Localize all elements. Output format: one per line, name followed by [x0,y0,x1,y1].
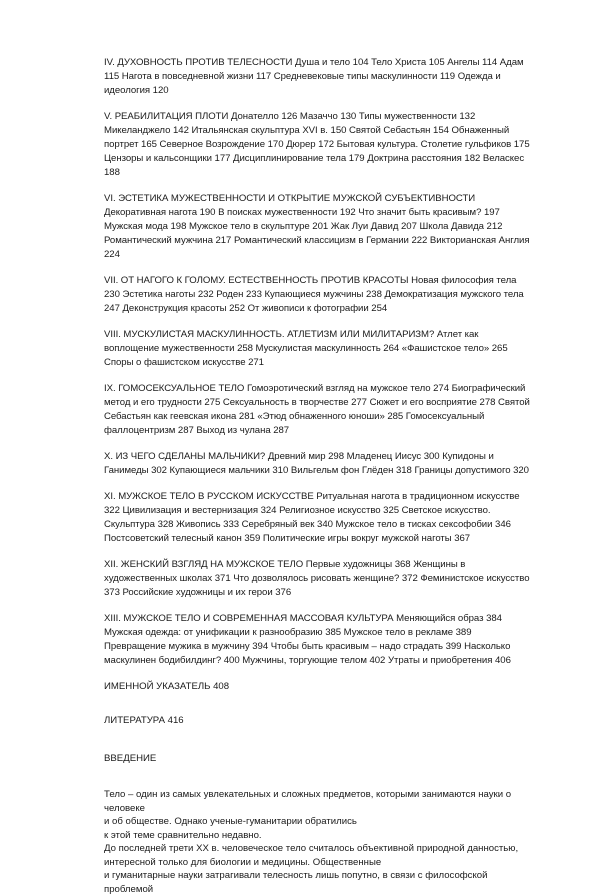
toc-chapter [104,612,530,668]
chapter-heading: XII. ЖЕНСКИЙ ВЗГЛЯД НА МУЖСКОЕ ТЕЛО [104,559,304,570]
chapter-sections: Первые художницы 368 Женщины в художественных школах 371 Что дозволялось рисовать женщине? 372 Феминистское искусство 373 Российские художницы и их герои 376 [104,559,530,598]
intro-line: и гуманитарные науки затрагивали телесность лишь попутно, в связи с философской проблемой [104,870,488,895]
chapter-sections: Декоративная нагота 190 В поисках мужественности 192 Что значит быть красивым? 197 Мужская мода 198 Мужское тело в скульптуре 201 Жак Луи Давид 207 Школа Давида 212 Романтический мужчина 217 Романтический классицизм в Германии 222 Викторианская Англия 224 [104,207,530,260]
chapter-sections: Душа и тело 104 Тело Христа 105 Ангелы 114 Адам 115 Нагота в повседневной жизни 117 Средневековые типы маскулинности 119 Одежда и идеология 120 [104,57,524,96]
chapter-sections: Меняющийся образ 384 Мужская одежда: от унификации к разнообразию 385 Мужское тело в рекламе 389 Превращение мужика в мужчину 394 Чтобы быть красивым – надо страдать 399 Насколько маскулинен бодибилдинг? 400 Мужчины, торгующие телом 402 Утраты и приобретения 406 [104,613,511,666]
toc-chapter [104,490,530,546]
chapter-heading: XI. МУЖСКОЕ ТЕЛО В РУССКОМ ИСКУССТВЕ [104,491,314,502]
chapter-heading: VII. ОТ НАГОГО К ГОЛОМУ. ЕСТЕСТВЕННОСТЬ ПРОТИВ КРАСОТЫ [104,275,409,286]
chapter-sections: Древний мир 298 Младенец Иисус 300 Купидоны и Ганимеды 302 Купающиеся мальчики 310 Вильгельм фон Глёден 318 Границы допустимого 320 [104,451,529,476]
chapter-heading: VI. ЭСТЕТИКА МУЖЕСТВЕННОСТИ И ОТКРЫТИЕ МУЖСКОЙ СУБЪЕКТИВНОСТИ [104,193,476,204]
chapter-sections: Ритуальная нагота в традиционном искусстве 322 Цивилизация и вестернизация 324 Религиозное искусство 325 Светское искусство. Скульптура 328 Живопись 333 Серебряный век 340 Мужское тело в тисках сексофобии 346 Постсоветский телесный канон 359 Политические игры вокруг мужской наготы 367 [104,491,520,544]
chapter-heading: IV. ДУХОВНОСТЬ ПРОТИВ ТЕЛЕСНОСТИ [104,57,293,68]
intro-text [104,788,530,896]
toc-chapter [104,382,530,438]
chapter-heading: X. ИЗ ЧЕГО СДЕЛАНЫ МАЛЬЧИКИ? [104,451,266,462]
toc-chapter [104,192,530,262]
chapter-sections: Атлет как воплощение мужественности 258 Мускулистая маскулинность 264 «Фашистское тело» 265 Споры о фашистском искусстве 271 [104,329,508,368]
index-entry: ИМЕННОЙ УКАЗАТЕЛЬ 408 [104,681,230,692]
intro-line: Тело – один из самых увлекательных и сложных предметов, которыми занимаются науки о человеке [104,789,512,814]
intro-line: До последней трети XX в. человеческое тело считалось объективной природной данностью, [104,843,519,854]
chapter-sections: Донателло 126 Мазаччо 130 Типы мужественности 132 Микеланджело 142 Итальянская скульптура XVI в. 150 Святой Себастьян 154 Обнаженный портрет 165 Северное Возрождение 170 Дюрер 172 Бытовая культура. Столетие гульфиков 175 Цензоры и кальсонщики 177 Дисциплинирование тела 179 Доктрина расстояния 182 Веласкес 188 [104,111,530,178]
toc-chapter [104,450,530,478]
intro-line: интересной только для биологии и медицины. Общественные [104,856,382,868]
chapter-heading: V. РЕАБИЛИТАЦИЯ ПЛОТИ [104,111,229,122]
chapter-heading: VIII. МУСКУЛИСТАЯ МАСКУЛИННОСТЬ. АТЛЕТИЗМ ИЛИ МИЛИТАРИЗМ? [104,329,435,340]
toc-chapter [104,558,530,600]
chapter-sections: Гомоэротический взгляд на мужское тело 274 Биографический метод и его трудности 275 Сексуальность в творчестве 277 Сюжет и его восприятие 278 Святой Себастьян как геевская икона 281 «Этюд обнаженного юноши» 285 Гомосексуальный фаллоцентризм 287 Выход из чулана 287 [104,383,530,436]
chapter-heading: IX. ГОМОСЕКСУАЛЬНОЕ ТЕЛО [104,383,245,394]
toc-chapter [104,274,530,316]
table-of-contents [104,56,530,668]
intro-line: к этой теме сравнительно недавно. [104,829,262,841]
toc-chapter [104,56,530,98]
toc-chapter [104,328,530,370]
toc-chapter [104,110,530,180]
intro-heading: ВВЕДЕНИЕ [104,753,157,764]
chapter-heading: XIII. МУЖСКОЕ ТЕЛО И СОВРЕМЕННАЯ МАССОВАЯ КУЛЬТУРА [104,613,394,624]
chapter-sections: Новая философия тела 230 Эстетика наготы 232 Роден 233 Купающиеся мужчины 238 Демократизация мужского тела 247 Деконструкция красоты 252 От живописи к фотографии 254 [104,275,524,314]
intro-line: и об обществе. Однако ученые-гуманитарии обратились [104,816,357,827]
literature-entry: ЛИТЕРАТУРА 416 [104,715,184,726]
